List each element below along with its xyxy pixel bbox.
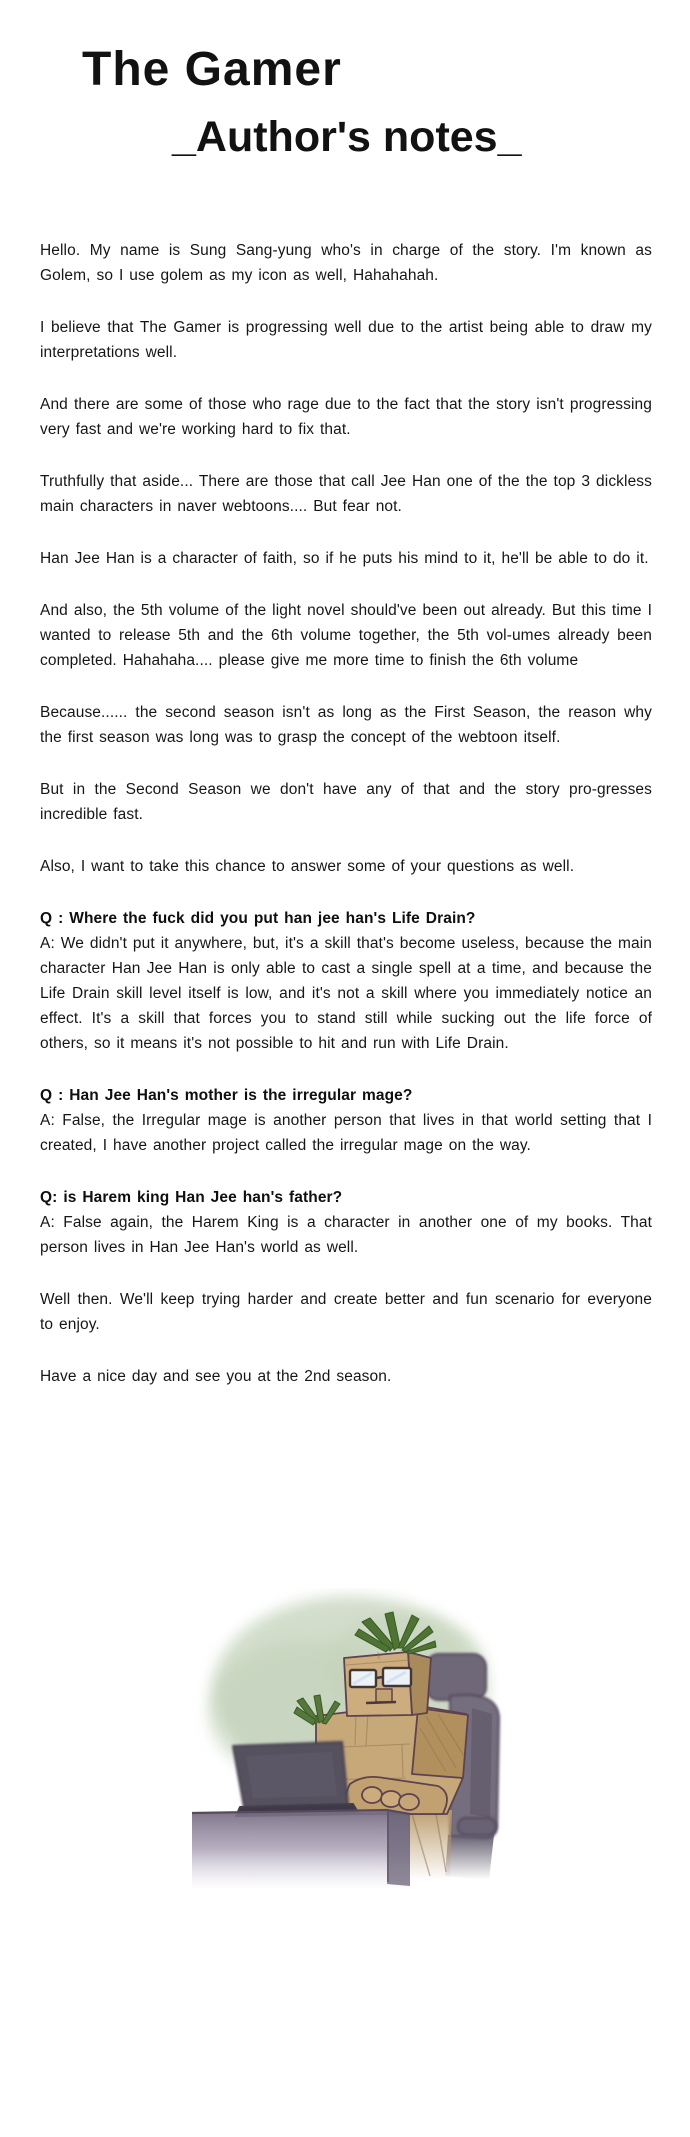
laptop-icon [233,1742,359,1816]
golem-illustration-svg [150,1588,530,1918]
page-title: The Gamer [82,43,342,96]
author-notes-body [40,238,652,1416]
paragraph: And there are some of those who rage due to the fact that the story isn't progressing very fast and we're working hard to fix that. [40,396,652,438]
question-line: Q : Where the fuck did you put han jee han's Life Drain? [40,910,476,927]
question-line: Q: is Harem king Han Jee han's father? [40,1189,343,1206]
paragraph: Han Jee Han is a character of faith, so if he puts his mind to it, he'll be able to do it. [40,550,649,567]
author-illustration [150,1588,530,1918]
paragraph: Hello. My name is Sung Sang-yung who's in charge of the story. I'm known as Golem, so I use golem as my icon as well, Hahahahah. [40,242,652,284]
answer-text: A: False, the Irregular mage is another person that lives in that world setting that I created, I have another project called the irregular mage on the way. [40,1112,652,1154]
qa-block [40,1083,652,1158]
qa-block [40,906,652,1056]
mouth [366,1702,396,1703]
paragraph: But in the Second Season we don't have any of that and the story pro-gresses incredible fast. [40,781,652,823]
qa-block [40,1185,652,1260]
paragraph: Have a nice day and see you at the 2nd season. [40,1368,392,1385]
paragraph: And also, the 5th volume of the light novel should've been out already. But this time I wanted to release 5th and the 6th volume together, the 5th vol-umes already been completed. Hahahaha.... please give me more time to finish the 6th volume [40,602,652,669]
paragraph: Also, I want to take this chance to answer some of your questions as well. [40,858,575,875]
answer-text: A: We didn't put it anywhere, but, it's a skill that's become useless, because the main character Han Jee Han is only able to cast a single spell at a time, and because the Life Drain skill level itself is low, and it's not a skill where you immediately notice an effect. It's a skill that forces you to stand still while sucking out the life force of others, so it means it's not possible to hit and run with Life Drain. [40,935,652,1052]
desk-icon [192,1810,410,1890]
page-subtitle: _Author's notes_ [172,113,522,161]
paragraph: Truthfully that aside... There are those that call Jee Han one of the the top 3 dickless main characters in naver webtoons.... But fear not. [40,473,652,515]
paragraph: Because...... the second season isn't as long as the First Season, the reason why the first season was long was to grasp the concept of the webtoon itself. [40,704,652,746]
paragraph: Well then. We'll keep trying harder and create better and fun scenario for everyone to enjoy. [40,1291,652,1333]
paragraph: I believe that The Gamer is progressing well due to the artist being able to draw my interpretations well. [40,319,652,361]
question-line: Q : Han Jee Han's mother is the irregular mage? [40,1087,413,1104]
answer-text: A: False again, the Harem King is a character in another one of my books. That person lives in Han Jee Han's world as well. [40,1214,652,1256]
nose [376,1689,392,1702]
